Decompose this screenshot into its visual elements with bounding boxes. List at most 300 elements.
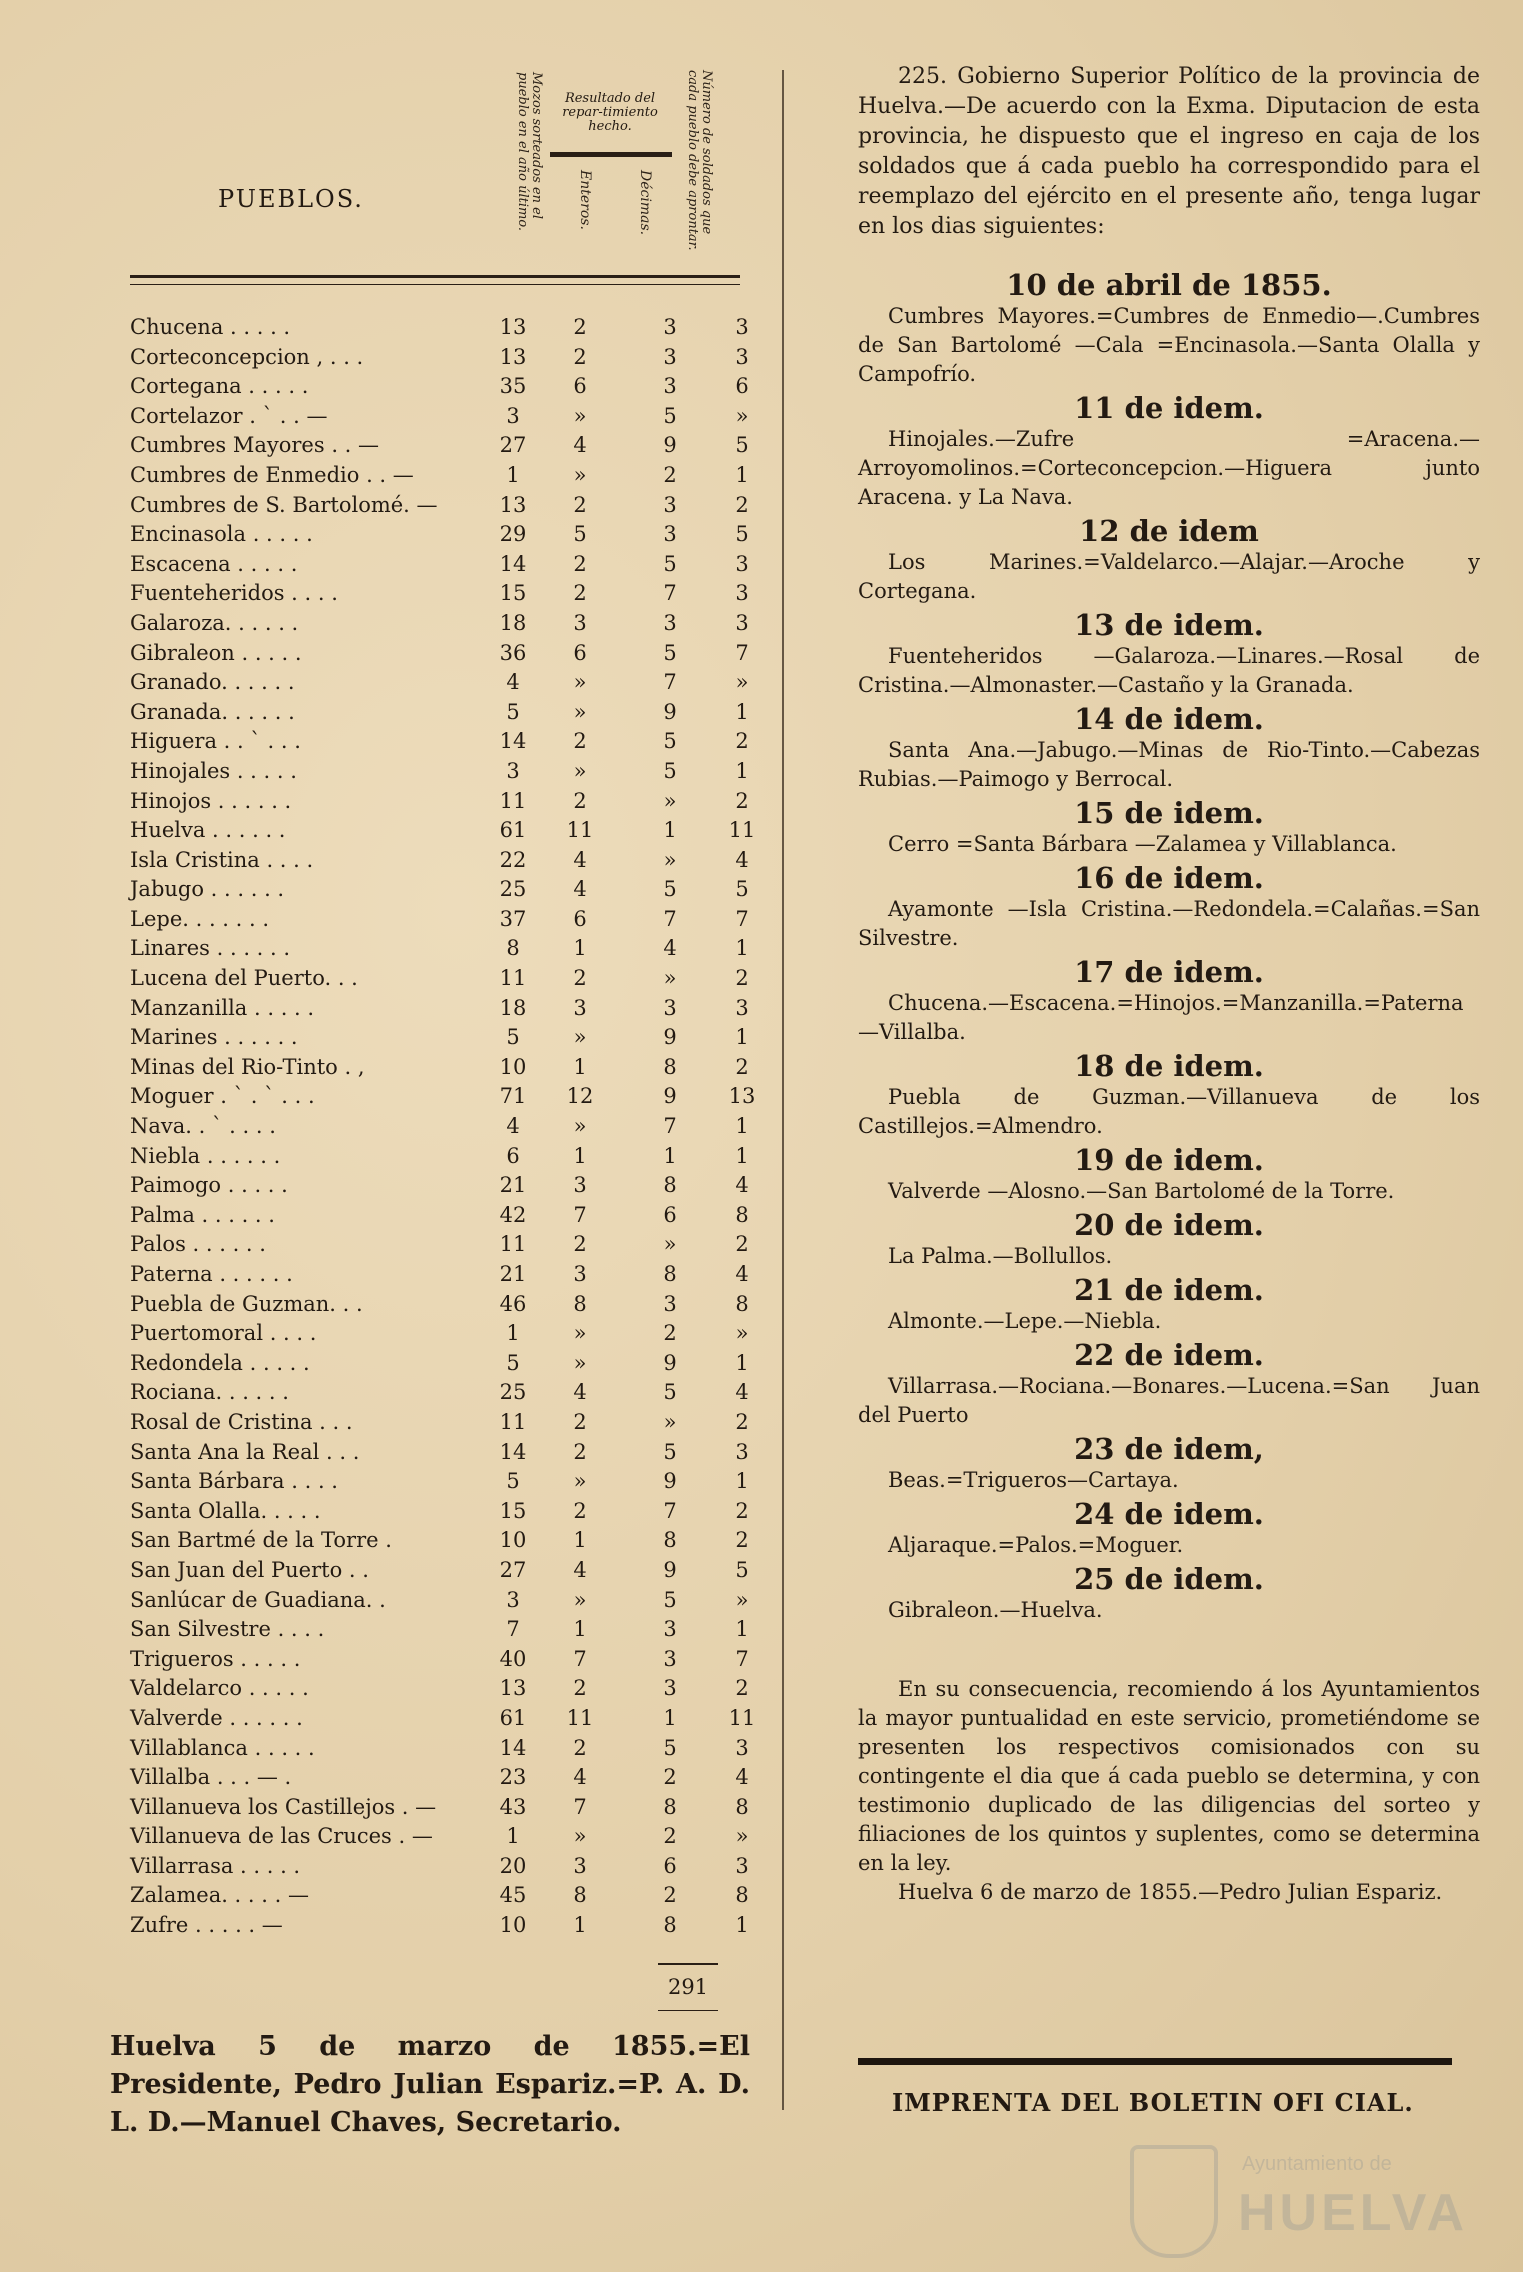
schedule-towns: Chucena.—Escacena.=Hinojos.=Manzanilla.=Paterna —Villalba. <box>858 991 1464 1044</box>
decimas: 9 <box>663 1557 677 1582</box>
watermark-logo <box>1130 2145 1470 2255</box>
pueblo-name: Palma . . . . . . <box>130 1202 275 1227</box>
table-row <box>130 1201 750 1231</box>
schedule-date: 21 de idem. <box>1074 1273 1264 1307</box>
decimas: 9 <box>663 1469 677 1494</box>
soldados: 3 <box>735 581 749 606</box>
table-row <box>130 905 750 935</box>
pueblo-name: Marines . . . . . . <box>130 1025 298 1050</box>
enteros: 3 <box>573 1853 587 1878</box>
mozos-sorteados: 46 <box>499 1291 527 1316</box>
pueblo-name: Cumbres de S. Bartolomé. — <box>130 492 438 517</box>
pueblo-name: Sanlúcar de Guadiana. . <box>130 1587 386 1612</box>
soldados: » <box>735 1824 749 1849</box>
schedule-date: 18 de idem. <box>1074 1049 1264 1083</box>
soldados: 8 <box>735 1291 749 1316</box>
soldados: 3 <box>735 1439 749 1464</box>
decimas: 3 <box>663 1646 677 1671</box>
decimas: » <box>663 966 677 991</box>
pueblo-name: San Bartmé de la Torre . <box>130 1528 392 1553</box>
mozos-sorteados: 25 <box>499 877 527 902</box>
pueblo-name: Hinojos . . . . . . <box>130 788 292 813</box>
pueblo-name: Encinasola . . . . . <box>130 522 313 547</box>
pueblo-name: Jabugo . . . . . . <box>130 877 285 902</box>
header-pueblos: PUEBLOS. <box>218 185 364 213</box>
total-rule-bottom <box>658 2010 718 2011</box>
mozos-sorteados: 18 <box>499 610 527 635</box>
table-row <box>130 668 750 698</box>
schedule-towns: Hinojales.—Zufre =Aracena.—Arroyomolinos.=Corteconcepcion.—Higuera junto Aracena. y La Nava. <box>858 427 1480 509</box>
enteros: 5 <box>573 522 587 547</box>
soldados: 8 <box>735 1883 749 1908</box>
soldados: 1 <box>735 1114 749 1139</box>
decimas: 6 <box>663 1202 677 1227</box>
table-row <box>130 1911 750 1941</box>
schedule-towns: Villarrasa.—Rociana.—Bonares.—Lucena.=San Juan del Puerto <box>858 1374 1480 1427</box>
mozos-sorteados: 13 <box>499 315 527 339</box>
table-row <box>130 1763 750 1793</box>
soldados: 3 <box>735 551 749 576</box>
schedule-towns: Ayamonte —Isla Cristina.—Redondela.=Calañas.=San Silvestre. <box>858 897 1480 950</box>
enteros: 1 <box>573 1913 587 1938</box>
decimas: 1 <box>663 1143 677 1168</box>
table-row <box>130 372 750 402</box>
enteros: 7 <box>573 1646 587 1671</box>
table-row <box>130 1053 750 1083</box>
soldados: 13 <box>728 1084 756 1109</box>
table-row <box>130 1734 750 1764</box>
header-group-rule <box>550 152 672 157</box>
pueblo-name: Villalba . . . — . <box>130 1765 292 1790</box>
table-row <box>130 1586 750 1616</box>
table-row <box>130 1171 750 1201</box>
mozos-sorteados: 14 <box>499 729 527 754</box>
soldados: » <box>735 1587 749 1612</box>
table-row <box>130 639 750 669</box>
soldados: 3 <box>735 1735 749 1760</box>
table-row <box>130 757 750 787</box>
pueblo-name: Minas del Rio-Tinto . , <box>130 1054 365 1079</box>
decimas: 3 <box>663 1291 677 1316</box>
enteros: 6 <box>573 906 587 931</box>
enteros: 3 <box>573 1262 587 1286</box>
soldados: 1 <box>735 1617 749 1642</box>
schedule-towns: La Palma.—Bollullos. <box>888 1244 1113 1268</box>
decimas: 3 <box>663 995 677 1020</box>
mozos-sorteados: 13 <box>499 344 527 369</box>
soldados: 1 <box>735 1025 749 1050</box>
soldados: 1 <box>735 1143 749 1168</box>
pueblo-name: Cortegana . . . . . <box>130 374 309 399</box>
table-row <box>130 875 750 905</box>
pueblo-name: Redondela . . . . . <box>130 1350 310 1375</box>
mozos-sorteados: 40 <box>499 1646 527 1671</box>
schedule-list <box>858 268 1480 1625</box>
right-column <box>858 62 1480 1907</box>
enteros: 3 <box>573 610 587 635</box>
schedule-towns: Puebla de Guzman.—Villanueva de los Castillejos.=Almendro. <box>858 1085 1480 1138</box>
enteros: 2 <box>573 729 587 754</box>
soldados: 1 <box>735 1469 749 1494</box>
pueblo-name: Paimogo . . . . . <box>130 1173 288 1198</box>
table-body <box>130 313 756 1941</box>
pueblo-name: Villanueva de las Cruces . — <box>130 1824 433 1849</box>
soldados: 4 <box>735 1380 749 1405</box>
enteros: 4 <box>573 1765 587 1790</box>
enteros: 3 <box>573 995 587 1020</box>
decimas: 3 <box>663 374 677 399</box>
enteros: 11 <box>566 1705 594 1730</box>
table-row <box>130 1793 750 1823</box>
pueblo-name: Zalamea. . . . . — <box>130 1883 309 1908</box>
decimas: » <box>663 847 677 872</box>
soldados: 1 <box>735 462 749 487</box>
mozos-sorteados: 5 <box>506 699 520 724</box>
enteros: 7 <box>573 1794 587 1819</box>
soldados: 4 <box>735 847 749 872</box>
pueblo-name: Puertomoral . . . . <box>130 1321 317 1346</box>
pueblo-name: Chucena . . . . . <box>130 315 291 339</box>
soldados: 4 <box>735 1262 749 1286</box>
decimas: 5 <box>663 1439 677 1464</box>
table-row <box>130 1023 750 1053</box>
mozos-sorteados: 11 <box>499 1409 527 1434</box>
table-row <box>130 1319 750 1349</box>
table-row <box>130 1704 756 1734</box>
mozos-sorteados: 37 <box>499 906 527 931</box>
soldados: 3 <box>735 610 749 635</box>
table-row <box>130 609 750 639</box>
pueblo-name: Santa Bárbara . . . . <box>130 1469 338 1494</box>
table-row <box>130 1112 750 1142</box>
soldados: 5 <box>735 1557 749 1582</box>
enteros: » <box>573 1469 587 1494</box>
pueblo-name: Cumbres Mayores . . — <box>130 433 380 458</box>
table-row <box>130 1526 750 1556</box>
schedule-date: 13 de idem. <box>1074 608 1264 642</box>
soldados: 2 <box>735 1054 749 1079</box>
schedule-date: 14 de idem. <box>1074 702 1264 736</box>
pueblo-name: Escacena . . . . . <box>130 551 298 576</box>
pueblo-name: Granado. . . . . . <box>130 670 295 695</box>
enteros: 2 <box>573 315 587 339</box>
enteros: 8 <box>573 1883 587 1908</box>
pueblo-name: San Silvestre . . . . <box>130 1617 325 1642</box>
decimas: 7 <box>663 906 677 931</box>
pueblo-name: Nava. . ` . . . . <box>130 1114 276 1139</box>
shield-icon <box>1130 2145 1218 2258</box>
soldados: 8 <box>735 1794 749 1819</box>
mozos-sorteados: 5 <box>506 1025 520 1050</box>
decimas: 6 <box>663 1853 677 1878</box>
pueblo-name: Niebla . . . . . . <box>130 1143 281 1168</box>
pueblo-name: Santa Olalla. . . . . <box>130 1498 321 1523</box>
soldados: 2 <box>735 1676 749 1701</box>
decimas: 9 <box>663 1350 677 1375</box>
decimas: 7 <box>663 1114 677 1139</box>
pueblo-name: Gibraleon . . . . . <box>130 640 302 665</box>
mozos-sorteados: 5 <box>506 1469 520 1494</box>
decimas: 8 <box>663 1054 677 1079</box>
pueblo-name: Cortelazor . ` . . — <box>130 403 328 428</box>
enteros: 1 <box>573 1528 587 1553</box>
table-row <box>130 1260 750 1290</box>
mozos-sorteados: 4 <box>506 1114 520 1139</box>
soldados: 4 <box>735 1173 749 1198</box>
table-row <box>130 964 750 994</box>
table-row <box>130 816 756 846</box>
decimas: 5 <box>663 551 677 576</box>
table-row <box>130 1556 750 1586</box>
mozos-sorteados: 25 <box>499 1380 527 1405</box>
enteros: » <box>573 1321 587 1346</box>
pueblo-name: Moguer . ` . ` . . . <box>130 1084 315 1109</box>
pueblo-name: Palos . . . . . . <box>130 1232 266 1257</box>
pueblo-name: Paterna . . . . . . <box>130 1262 293 1286</box>
pueblo-name: Villarrasa . . . . . <box>130 1853 301 1878</box>
decimas: 9 <box>663 1025 677 1050</box>
table-row <box>130 934 750 964</box>
decimas: 2 <box>663 1883 677 1908</box>
mozos-sorteados: 3 <box>506 1587 520 1612</box>
schedule-date: 11 de idem. <box>1074 391 1264 425</box>
decimas: 5 <box>663 1587 677 1612</box>
table-row <box>130 1467 750 1497</box>
mozos-sorteados: 3 <box>506 758 520 783</box>
enteros: 2 <box>573 551 587 576</box>
enteros: 2 <box>573 344 587 369</box>
mozos-sorteados: 43 <box>499 1794 527 1819</box>
mozos-sorteados: 13 <box>499 492 527 517</box>
decimas: 9 <box>663 433 677 458</box>
pueblo-name: Higuera . . ` . . . <box>130 729 301 754</box>
decimas: 5 <box>663 403 677 428</box>
enteros: » <box>573 462 587 487</box>
decimas: 8 <box>663 1262 677 1286</box>
enteros: » <box>573 670 587 695</box>
decimas: 7 <box>663 1498 677 1523</box>
watermark-small: Ayuntamiento de <box>1242 2153 1392 2175</box>
schedule-towns: Fuenteheridos —Galaroza.—Linares.—Rosal de Cristina.—Almonaster.—Castaño y la Granada. <box>858 644 1480 697</box>
soldados: 7 <box>735 906 749 931</box>
decimas: 3 <box>663 610 677 635</box>
mozos-sorteados: 10 <box>499 1913 527 1938</box>
mozos-sorteados: 6 <box>506 1143 520 1168</box>
pueblo-name: Linares . . . . . . <box>130 936 291 961</box>
soldados: 11 <box>728 818 756 843</box>
soldados: 1 <box>735 699 749 724</box>
pueblo-name: Huelva . . . . . . <box>130 818 286 843</box>
table-row <box>130 313 750 343</box>
soldados: 1 <box>735 1350 749 1375</box>
enteros: 4 <box>573 1380 587 1405</box>
schedule-towns: Almonte.—Lepe.—Niebla. <box>888 1309 1162 1333</box>
enteros: » <box>573 1824 587 1849</box>
enteros: 2 <box>573 1676 587 1701</box>
soldados: 2 <box>735 729 749 754</box>
table-row <box>130 1881 750 1911</box>
table-row <box>130 461 750 491</box>
enteros: » <box>573 699 587 724</box>
pueblo-name: Valdelarco . . . . . <box>130 1676 309 1701</box>
watermark-big: HUELVA <box>1238 2184 1469 2242</box>
decimas: 5 <box>663 1380 677 1405</box>
decimas: 3 <box>663 315 677 339</box>
enteros: » <box>573 403 587 428</box>
table-row <box>130 1822 750 1852</box>
enteros: 7 <box>573 1202 587 1227</box>
table-row <box>130 520 750 550</box>
soldados: 1 <box>735 758 749 783</box>
enteros: 2 <box>573 581 587 606</box>
mozos-sorteados: 1 <box>506 462 520 487</box>
enteros: 1 <box>573 1054 587 1079</box>
mozos-sorteados: 3 <box>506 403 520 428</box>
mozos-sorteados: 14 <box>499 1439 527 1464</box>
schedule-towns: Gibraleon.—Huelva. <box>888 1598 1103 1622</box>
mozos-sorteados: 42 <box>499 1202 527 1227</box>
soldados: 3 <box>735 995 749 1020</box>
soldados: 2 <box>735 1409 749 1434</box>
soldados: 8 <box>735 1202 749 1227</box>
mozos-sorteados: 14 <box>499 1735 527 1760</box>
mozos-sorteados: 61 <box>499 1705 527 1730</box>
pueblo-name: Hinojales . . . . . <box>130 758 297 783</box>
decimas: 5 <box>663 877 677 902</box>
mozos-sorteados: 15 <box>499 581 527 606</box>
enteros: 6 <box>573 374 587 399</box>
decimas: 3 <box>663 522 677 547</box>
enteros: 4 <box>573 877 587 902</box>
decimas: 1 <box>663 1705 677 1730</box>
enteros: » <box>573 1114 587 1139</box>
soldados: 5 <box>735 522 749 547</box>
schedule-towns: Valverde —Alosno.—San Bartolomé de la Torre. <box>888 1179 1395 1203</box>
table-row <box>130 1674 750 1704</box>
header-rule <box>130 275 740 278</box>
soldados: 5 <box>735 877 749 902</box>
table-row <box>130 846 750 876</box>
decimas: » <box>663 1409 677 1434</box>
mozos-sorteados: 1 <box>506 1321 520 1346</box>
mozos-sorteados: 71 <box>499 1084 527 1109</box>
mozos-sorteados: 10 <box>499 1528 527 1553</box>
schedule-towns: Aljaraque.=Palos.=Moguer. <box>888 1533 1184 1557</box>
header-decimas: Décimas. <box>637 170 653 236</box>
decimas: 3 <box>663 344 677 369</box>
decimas: » <box>663 1232 677 1257</box>
mozos-sorteados: 15 <box>499 1498 527 1523</box>
table-row <box>130 1082 756 1112</box>
table-row <box>130 431 750 461</box>
header-resultado: Resultado del repar-timiento hecho. <box>562 91 658 134</box>
mozos-sorteados: 11 <box>499 1232 527 1257</box>
table-row <box>130 491 750 521</box>
decimas: 8 <box>663 1913 677 1938</box>
decree-intro: 225. Gobierno Superior Político de la provincia de Huelva.—De acuerdo con la Exma. Diputacion de esta provincia, he dispuesto que el ingreso en caja de los soldados que á cada pueblo ha correspondido para el reemplazo del ejército en el presente año, tenga lugar en los dias siguientes: <box>858 64 1480 239</box>
mozos-sorteados: 11 <box>499 966 527 991</box>
decimas: 5 <box>663 640 677 665</box>
schedule-date: 15 de idem. <box>1074 796 1264 830</box>
enteros: 2 <box>573 1439 587 1464</box>
table-row <box>130 402 750 432</box>
soldados: 5 <box>735 433 749 458</box>
enteros: 4 <box>573 433 587 458</box>
header-numero-soldados: Número de soldados que cada pueblo debe aprontar. <box>685 70 714 251</box>
enteros: 1 <box>573 936 587 961</box>
schedule-date: 24 de idem. <box>1074 1497 1264 1531</box>
soldados: 7 <box>735 1646 749 1671</box>
soldados: 3 <box>735 344 749 369</box>
enteros: 4 <box>573 847 587 872</box>
pueblo-name: Villablanca . . . . . <box>130 1735 315 1760</box>
soldados: 11 <box>728 1705 756 1730</box>
enteros: » <box>573 1350 587 1375</box>
pueblo-name: Granada. . . . . . <box>130 699 295 724</box>
total-value: 291 <box>667 1975 709 1999</box>
pueblo-name: San Juan del Puerto . . <box>130 1557 369 1582</box>
pueblo-name: Fuenteheridos . . . . <box>130 581 338 606</box>
mozos-sorteados: 36 <box>499 640 527 665</box>
mozos-sorteados: 13 <box>499 1676 527 1701</box>
mozos-sorteados: 14 <box>499 551 527 576</box>
decimas: 5 <box>663 729 677 754</box>
mozos-sorteados: 4 <box>506 670 520 695</box>
table-row <box>130 727 750 757</box>
mozos-sorteados: 10 <box>499 1054 527 1079</box>
mozos-sorteados: 11 <box>499 788 527 813</box>
enteros: 1 <box>573 1617 587 1642</box>
mozos-sorteados: 22 <box>499 847 527 872</box>
mozos-sorteados: 8 <box>506 936 520 961</box>
left-footer-signature: Huelva 5 de marzo de 1855.=El Presidente, Pedro Julian Espariz.=P. A. D. L. D.—Manuel Chaves, Secretario. <box>110 2031 750 2138</box>
soldados: 3 <box>735 1853 749 1878</box>
table-row <box>130 1438 750 1468</box>
pueblo-name: Trigueros . . . . . <box>130 1646 301 1671</box>
decree-signature: Huelva 6 de marzo de 1855.—Pedro Julian Espariz. <box>898 1880 1443 1904</box>
header-enteros: Enteros. <box>577 170 593 230</box>
table-row <box>130 1615 750 1645</box>
schedule-date: 23 de idem, <box>1074 1432 1264 1466</box>
schedule-towns: Los Marines.=Valdelarco.—Alajar.—Aroche y Cortegana. <box>858 550 1480 603</box>
enteros: 2 <box>573 1735 587 1760</box>
table-row <box>130 343 750 373</box>
mozos-sorteados: 61 <box>499 818 527 843</box>
schedule-date: 16 de idem. <box>1074 861 1264 895</box>
pueblo-name: Santa Ana la Real . . . <box>130 1439 360 1464</box>
decimas: 7 <box>663 581 677 606</box>
schedule-date: 12 de idem <box>1079 514 1259 548</box>
decimas: 2 <box>663 1765 677 1790</box>
table-row <box>130 994 750 1024</box>
schedule-date: 17 de idem. <box>1074 955 1264 989</box>
pueblo-name: Valverde . . . . . . <box>130 1705 303 1730</box>
table-row <box>130 579 750 609</box>
mozos-sorteados: 45 <box>499 1883 527 1908</box>
pueblo-name: Isla Cristina . . . . <box>130 847 314 872</box>
enteros: 6 <box>573 640 587 665</box>
soldados: 3 <box>735 315 749 339</box>
enteros: 2 <box>573 1498 587 1523</box>
mozos-sorteados: 20 <box>499 1853 527 1878</box>
column-divider <box>782 70 784 2110</box>
decimas: 2 <box>663 1321 677 1346</box>
schedule-date: 22 de idem. <box>1074 1338 1264 1372</box>
enteros: 2 <box>573 1232 587 1257</box>
soldados: 4 <box>735 1765 749 1790</box>
mozos-sorteados: 27 <box>499 1557 527 1582</box>
mozos-sorteados: 1 <box>506 1824 520 1849</box>
